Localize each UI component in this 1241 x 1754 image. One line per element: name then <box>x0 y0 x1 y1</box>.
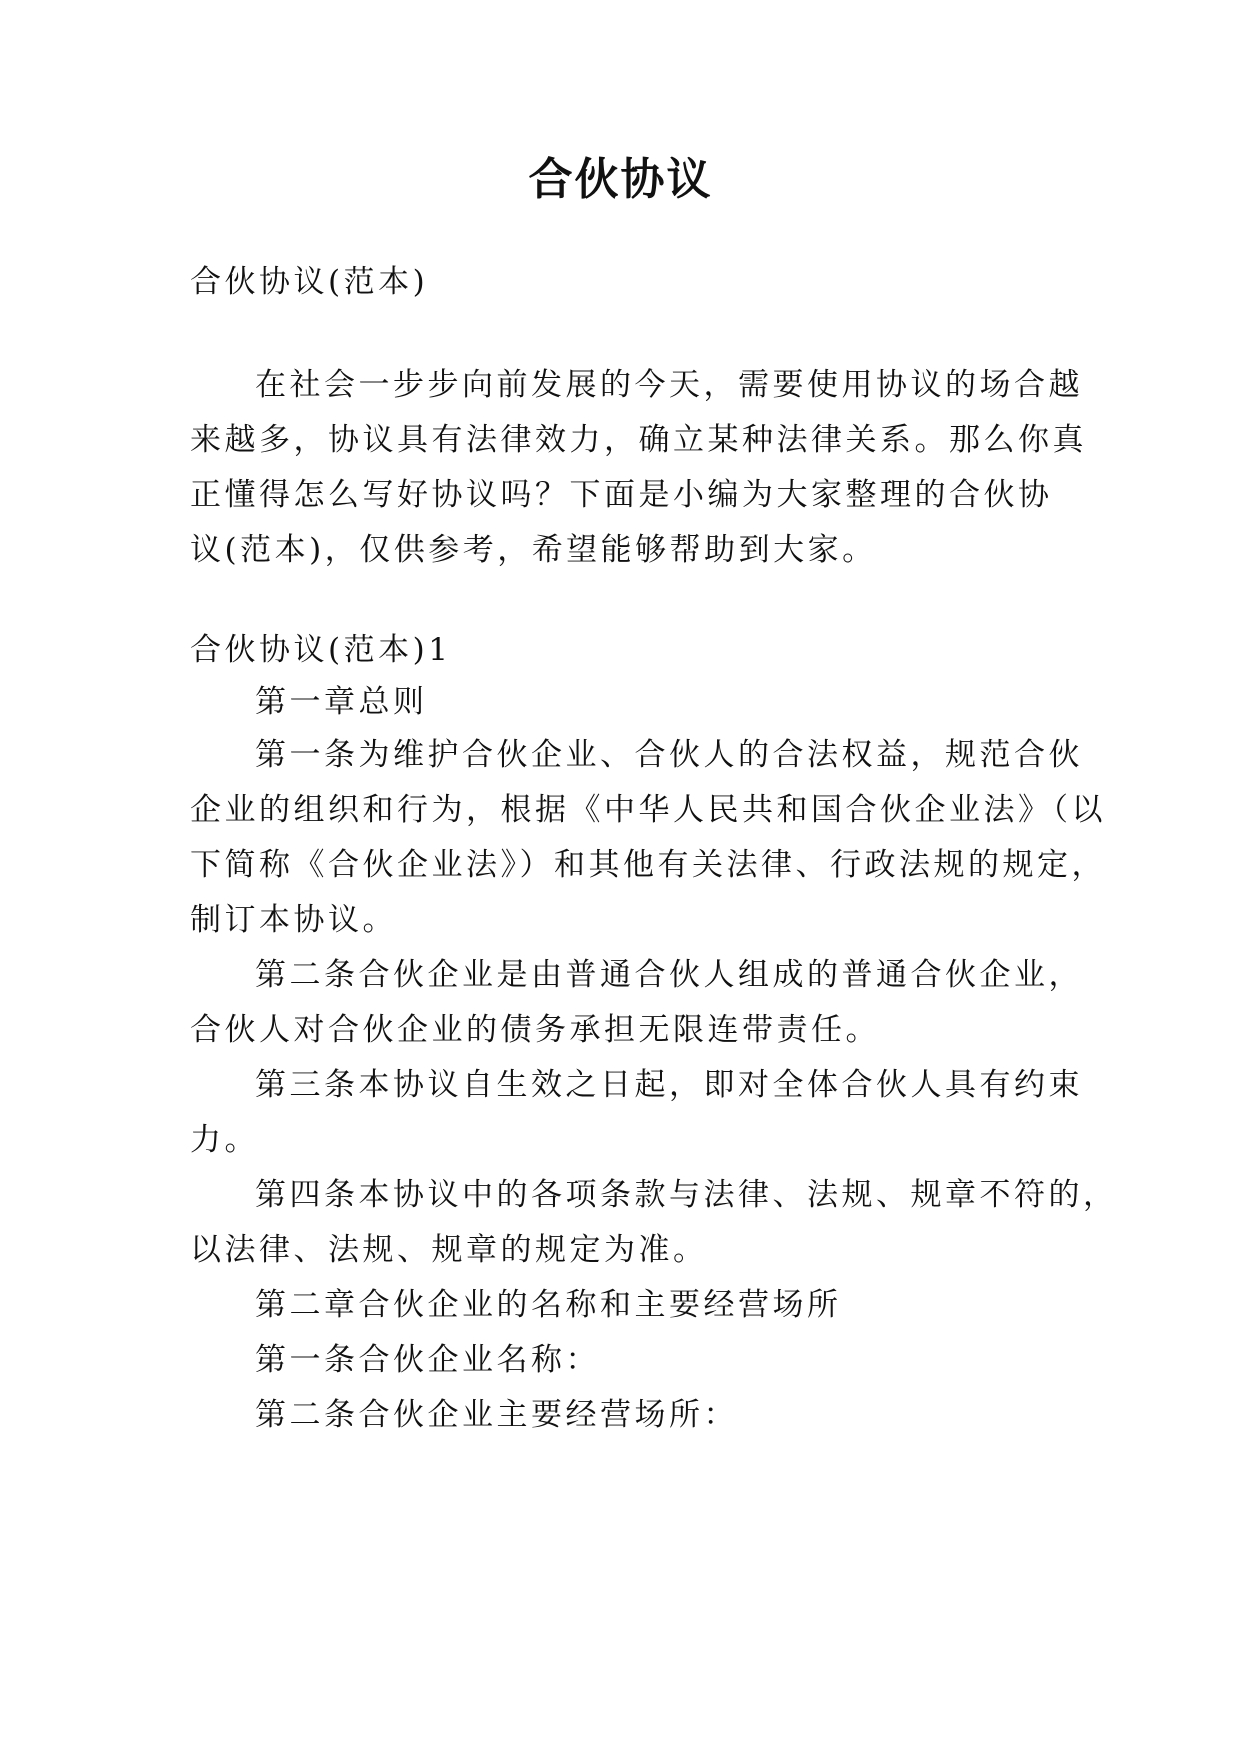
article-line: 第一条为维护合伙企业、合伙人的合法权益，规范合伙 <box>255 737 1083 773</box>
article-line: 力。 <box>190 1122 259 1158</box>
article-line: 第一条合伙企业名称： <box>255 1342 600 1378</box>
intro-line: 来越多，协议具有法律效力，确立某种法律关系。那么你真 <box>190 422 1087 458</box>
document-subtitle: 合伙协议(范本) <box>190 264 429 300</box>
article-line: 第二条合伙企业主要经营场所： <box>255 1397 738 1433</box>
intro-line: 议(范本)，仅供参考，希望能够帮助到大家。 <box>190 532 877 568</box>
section-heading: 合伙协议(范本)1 <box>190 632 452 668</box>
article-line: 以法律、法规、规章的规定为准。 <box>190 1232 708 1268</box>
chapter-title: 第一章总则 <box>255 684 428 720</box>
chapter-title: 第二章合伙企业的名称和主要经营场所 <box>255 1287 842 1323</box>
article-line: 合伙人对合伙企业的债务承担无限连带责任。 <box>190 1012 880 1048</box>
article-line: 下简称《合伙企业法》）和其他有关法律、行政法规的规定， <box>190 847 1106 883</box>
intro-line: 在社会一步步向前发展的今天，需要使用协议的场合越 <box>255 367 1083 403</box>
article-line: 第二条合伙企业是由普通合伙人组成的普通合伙企业， <box>255 957 1083 993</box>
article-line: 第三条本协议自生效之日起，即对全体合伙人具有约束 <box>255 1067 1083 1103</box>
article-line: 第四条本协议中的各项条款与法律、法规、规章不符的， <box>255 1177 1118 1213</box>
article-line: 制订本协议。 <box>190 902 397 938</box>
article-line: 企业的组织和行为，根据《中华人民共和国合伙企业法》（以 <box>190 792 1106 828</box>
intro-line: 正懂得怎么写好协议吗？下面是小编为大家整理的合伙协 <box>190 477 1053 513</box>
document-title: 合伙协议 <box>528 154 713 205</box>
